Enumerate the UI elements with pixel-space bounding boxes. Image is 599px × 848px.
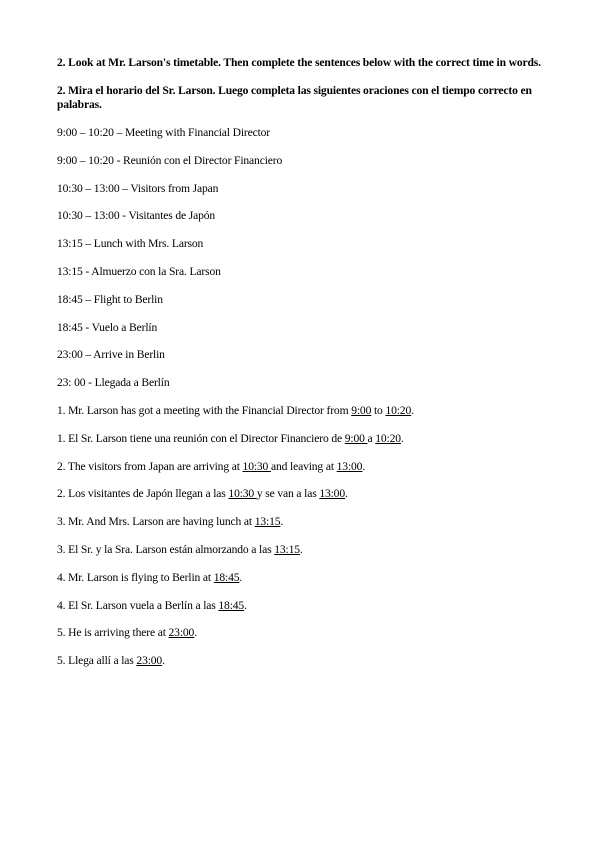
timetable-entry: 18:45 – Flight to Berlin (57, 292, 163, 306)
answer-time: 23:00 (168, 626, 195, 640)
sentence-1-es: 1. El Sr. Larson tiene una reunión con el Director Financiero de 9:00 a 10:20. (57, 431, 404, 445)
sentence-4-en: 4. Mr. Larson is flying to Berlin at 18:45. (57, 570, 243, 584)
timetable-entry: 10:30 – 13:00 – Visitors from Japan (57, 181, 219, 195)
sentence-3-es: 3. El Sr. y la Sra. Larson están almorzando a las 13:15. (57, 542, 303, 556)
answer-time: 10:30 (228, 487, 257, 501)
answer-time: 13:15 (274, 542, 300, 556)
answer-time: 18:45 (218, 598, 245, 612)
timetable-entry: 18:45 - Vuelo a Berlín (57, 320, 158, 334)
sentence-3-en: 3. Mr. And Mrs. Larson are having lunch at 13:15. (57, 515, 284, 529)
answer-time: 9:00 (344, 431, 368, 445)
sentence-4-es: 4. El Sr. Larson vuela a Berlín a las 18:45. (57, 598, 247, 612)
sentence-5-es: 5. Llega allí a las 23:00. (57, 654, 165, 668)
answer-time: 13:00 (336, 459, 363, 473)
sentence-5-en: 5. He is arriving there at 23:00. (57, 626, 197, 640)
answer-time: 10:30 (242, 459, 271, 473)
answer-time: 10:20 (375, 431, 401, 445)
instruction-spanish: 2. Mira el horario del Sr. Larson. Luego completa las siguientes oraciones con el tiempo correcto en palabras. (57, 84, 532, 111)
answer-time: 10:20 (385, 403, 412, 417)
sentence-1-en: 1. Mr. Larson has got a meeting with the Financial Director from 9:00 to 10:20. (57, 403, 414, 417)
timetable-entry: 13:15 - Almuerzo con la Sra. Larson (57, 264, 221, 278)
sentences (57, 404, 559, 668)
timetable-entry: 10:30 – 13:00 - Visitantes de Japón (57, 209, 216, 223)
sentence-2-es: 2. Los visitantes de Japón llegan a las 10:30 y se van a las 13:00. (57, 487, 348, 501)
timetable-entry: 9:00 – 10:20 – Meeting with Financial Director (57, 126, 271, 139)
answer-time: 13:15 (254, 515, 281, 529)
timetable-entry: 23: 00 - Llegada a Berlín (57, 376, 170, 390)
answer-time: 9:00 (351, 403, 372, 417)
instruction-english: 2. Look at Mr. Larson's timetable. Then complete the sentences below with the correct time in words. (57, 56, 541, 69)
answer-time: 18:45 (213, 570, 240, 584)
timetable (57, 126, 559, 390)
timetable-entry: 13:15 – Lunch with Mrs. Larson (57, 237, 204, 251)
answer-time: 13:00 (319, 487, 345, 501)
sentence-2-en: 2. The visitors from Japan are arriving at 10:30 and leaving at 13:00. (57, 459, 366, 473)
answer-time: 23:00 (136, 654, 163, 668)
timetable-entry: 23:00 – Arrive in Berlin (57, 348, 165, 362)
timetable-entry: 9:00 – 10:20 - Reunión con el Director Financiero (57, 153, 283, 167)
